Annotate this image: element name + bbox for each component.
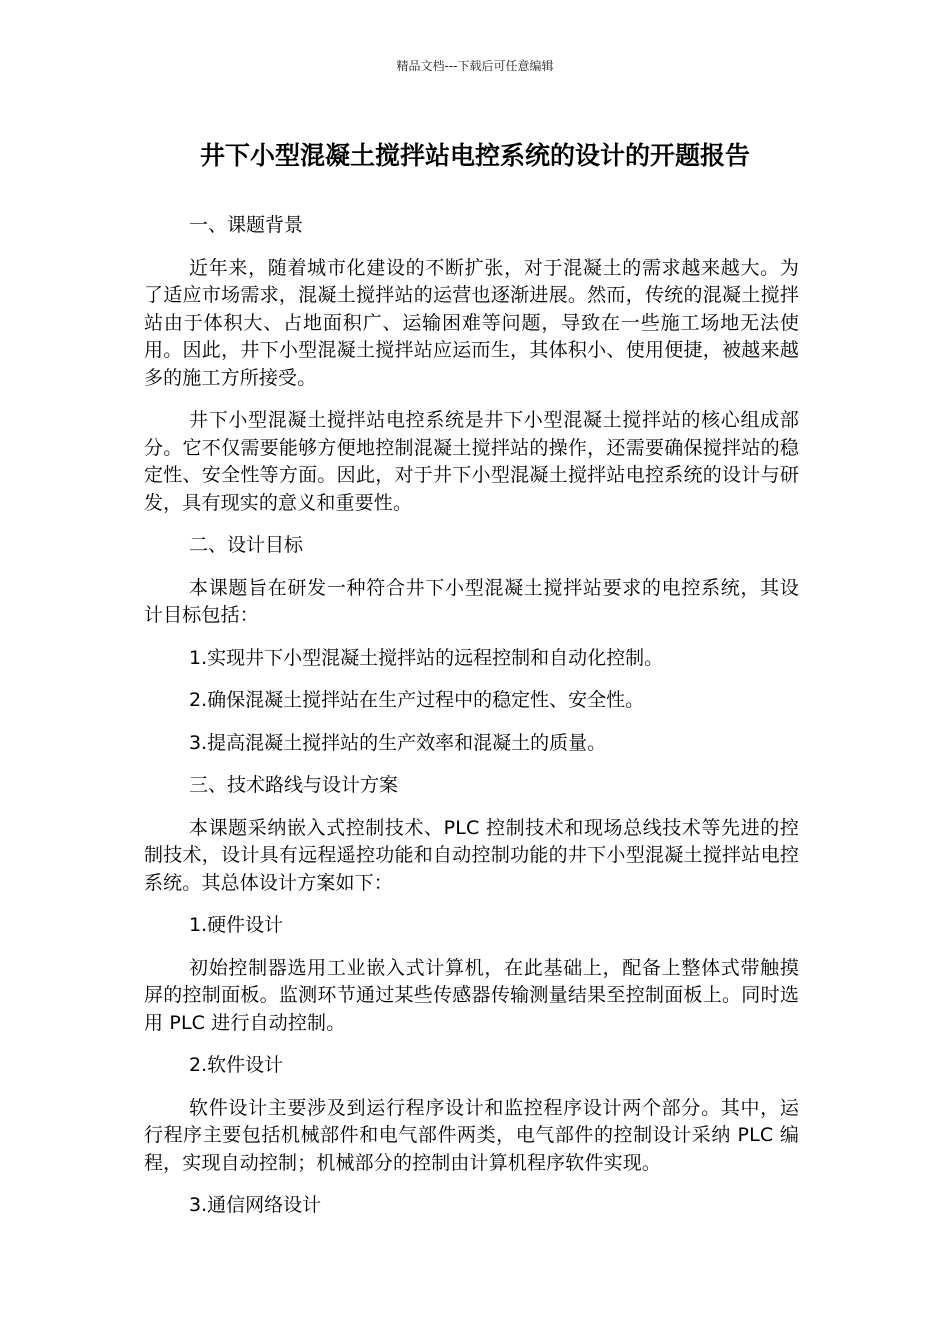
background-paragraph-1: 近年来，随着城市化建设的不断扩张，对于混凝土的需求越来越大。为了适应市场需求，混凝土搅拌站的运营也逐渐进展。然而，传统的混凝土搅拌站由于体积大、占地面积广、运输困难等问题，导致在一些施工场地无法使用。因此，井下小型混凝土搅拌站应运而生，其体积小、使用便捷，被越来越多的施工方所接受。 [144, 256, 799, 389]
subheading-network-design: 3.通信网络设计 [189, 1194, 322, 1216]
background-paragraph-2: 井下小型混凝土搅拌站电控系统是井下小型混凝土搅拌站的核心组成部分。它不仅需要能够方便地控制混凝土搅拌站的操作，还需要确保搅拌站的稳定性、安全性等方面。因此，对于井下小型混凝土搅拌站电控系统的设计与研发，具有现实的意义和重要性。 [144, 409, 799, 514]
section-heading-background: 一、课题背景 [189, 214, 304, 236]
hardware-design-paragraph: 初始控制器选用工业嵌入式计算机，在此基础上，配备上整体式带触摸屏的控制面板。监测环节通过某些传感器传输测量结果至控制面板上。同时选用 PLC 进行自动控制。 [144, 956, 799, 1034]
subheading-software-design: 2.软件设计 [189, 1054, 284, 1076]
document-body [144, 212, 799, 1235]
document-title: 井下小型混凝土搅拌站电控系统的设计的开题报告 [199, 141, 750, 170]
goals-intro-paragraph: 本课题旨在研发一种符合井下小型混凝土搅拌站要求的电控系统，其设计目标包括： [144, 576, 799, 626]
technical-route-paragraph: 本课题采纳嵌入式控制技术、PLC 控制技术和现场总线技术等先进的控制技术，设计具有远程遥控功能和自动控制功能的井下小型混凝土搅拌站电控系统。其总体设计方案如下： [144, 816, 799, 894]
goal-item-1: 1.实现井下小型混凝土搅拌站的远程控制和自动化控制。 [189, 646, 664, 669]
subheading-hardware-design: 1.硬件设计 [189, 914, 284, 936]
goal-item-2: 2.确保混凝土搅拌站在生产过程中的稳定性、安全性。 [189, 689, 645, 711]
section-heading-goals: 二、设计目标 [189, 534, 304, 556]
section-heading-technical-route: 三、技术路线与设计方案 [189, 774, 399, 796]
header-note: 精品文档---下载后可任意编辑 [396, 59, 554, 73]
goal-item-3: 3.提高混凝土搅拌站的生产效率和混凝土的质量。 [189, 731, 607, 754]
software-design-paragraph: 软件设计主要涉及到运行程序设计和监控程序设计两个部分。其中，运行程序主要包括机械部件和电气部件两类，电气部件的控制设计采纳 PLC 编程，实现自动控制；机械部分的控制由计算机程序软件实现。 [144, 1096, 799, 1174]
